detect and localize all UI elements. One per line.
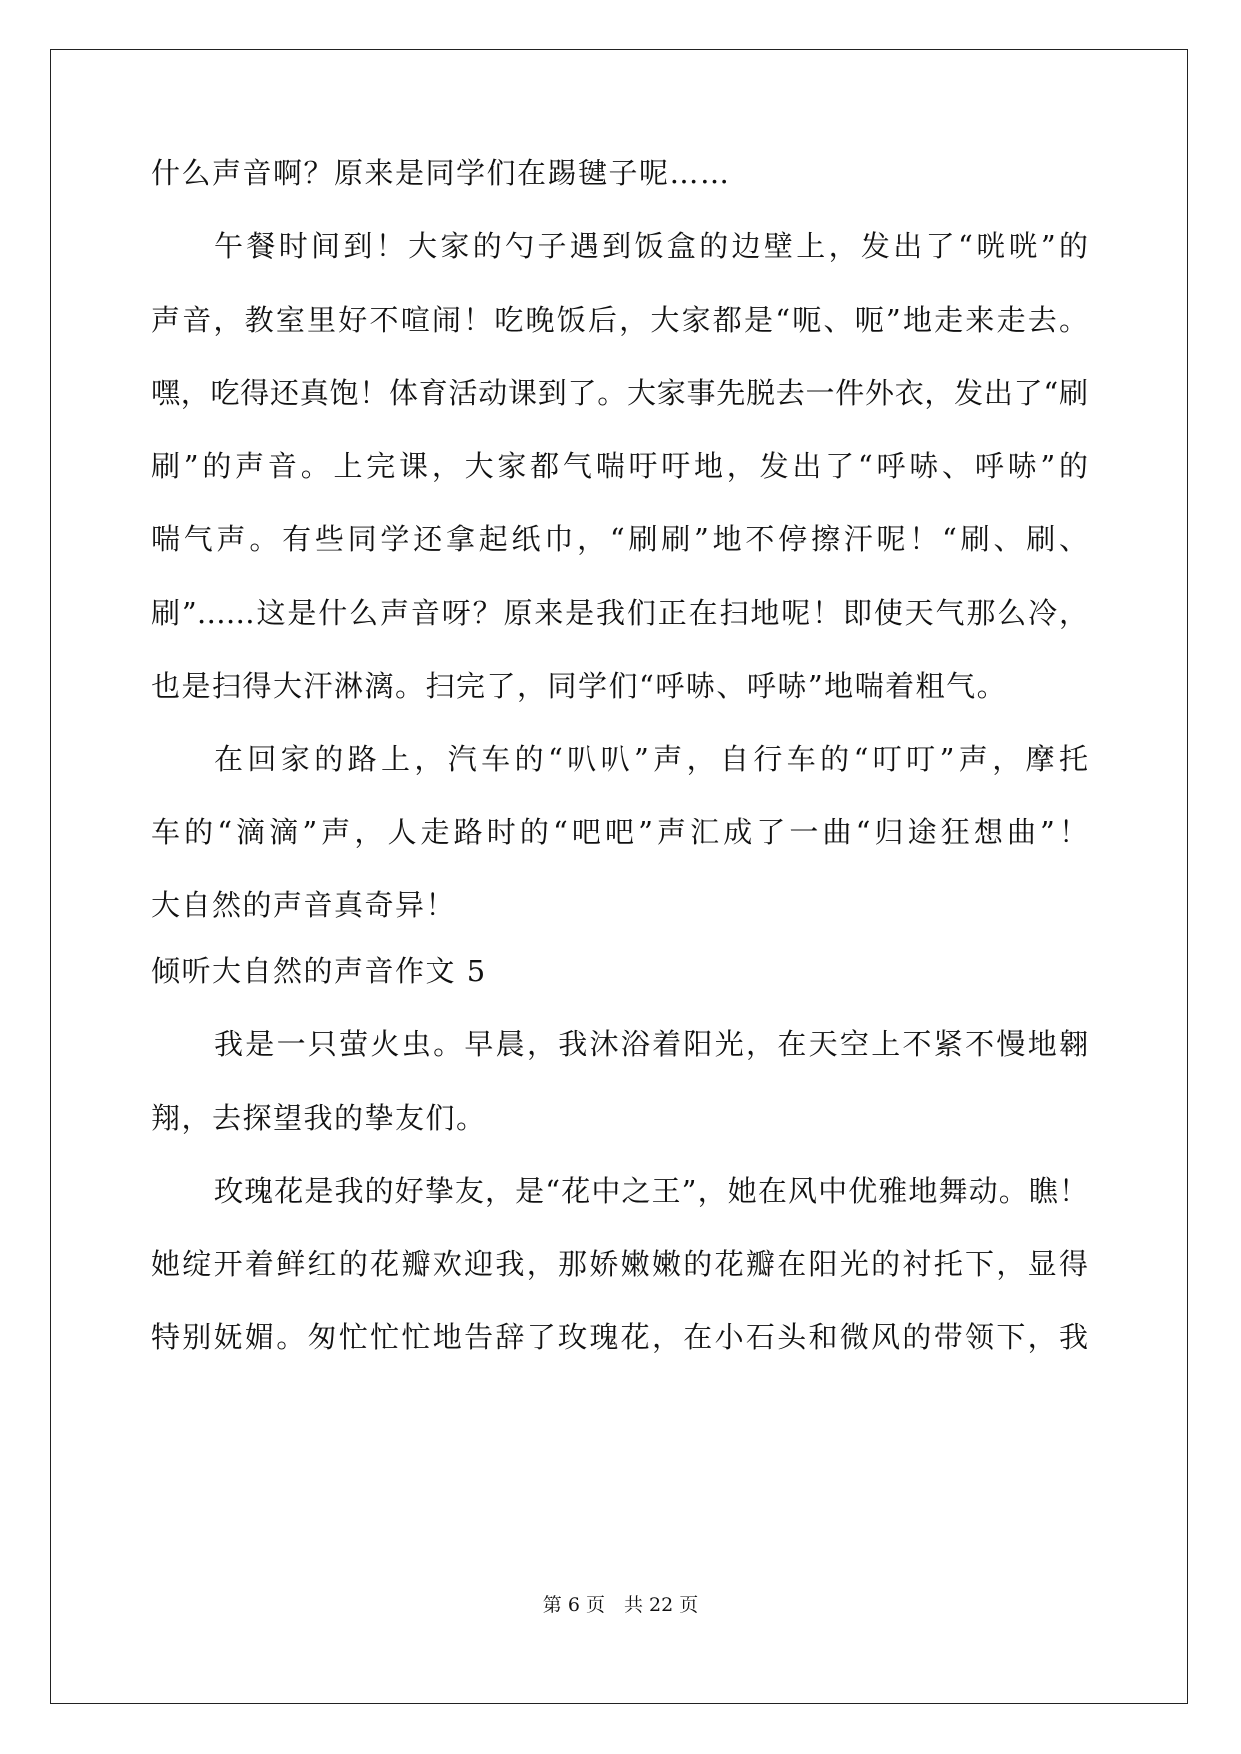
paragraph-line: 翔，去探望我的挚友们。 bbox=[151, 1101, 487, 1135]
paragraph-line: 玫瑰花是我的好挚友，是“花中之王”，她在风中优雅地舞动。瞧！ bbox=[214, 1174, 1088, 1208]
paragraph-line: 什么声音啊？原来是同学们在踢毽子呢…… bbox=[151, 156, 731, 190]
paragraph-line: 特别妩媚。匆忙忙忙地告辞了玫瑰花，在小石头和微风的带领下，我 bbox=[151, 1320, 1088, 1354]
paragraph-line: 我是一只萤火虫。早晨，我沐浴着阳光，在天空上不紧不慢地翱 bbox=[214, 1027, 1088, 1061]
paragraph-line: 声音，教室里好不喧闹！吃晚饭后，大家都是“呃、呃”地走来走去。 bbox=[151, 303, 1088, 337]
paragraph-line: 她绽开着鲜红的花瓣欢迎我，那娇嫩嫩的花瓣在阳光的衬托下，显得 bbox=[151, 1247, 1088, 1281]
paragraph-line: 喘气声。有些同学还拿起纸巾，“刷刷”地不停擦汗呢！“刷、刷、 bbox=[151, 522, 1088, 556]
paragraph-line: 午餐时间到！大家的勺子遇到饭盒的边壁上，发出了“咣咣”的 bbox=[214, 229, 1088, 263]
paragraph-line: 车的“滴滴”声，人走路时的“吧吧”声汇成了一曲“归途狂想曲”！ bbox=[151, 815, 1088, 849]
paragraph-line: 刷”……这是什么声音呀？原来是我们正在扫地呢！即使天气那么冷， bbox=[151, 596, 1088, 630]
paragraph-line: 也是扫得大汗淋漓。扫完了，同学们“呼哧、呼哧”地喘着粗气。 bbox=[151, 669, 1008, 703]
page-number: 第 6 页 共 22 页 bbox=[542, 1594, 699, 1616]
section-heading: 倾听大自然的声音作文 5 bbox=[151, 954, 487, 988]
paragraph-line: 嘿，吃得还真饱！体育活动课到了。大家事先脱去一件外衣，发出了“刷 bbox=[151, 376, 1088, 410]
page-border bbox=[50, 49, 1188, 1704]
paragraph-line: 刷”的声音。上完课，大家都气喘吁吁地，发出了“呼哧、呼哧”的 bbox=[151, 449, 1088, 483]
paragraph-line: 大自然的声音真奇异！ bbox=[151, 888, 457, 922]
paragraph-line: 在回家的路上，汽车的“叭叭”声，自行车的“叮叮”声，摩托 bbox=[214, 742, 1088, 776]
